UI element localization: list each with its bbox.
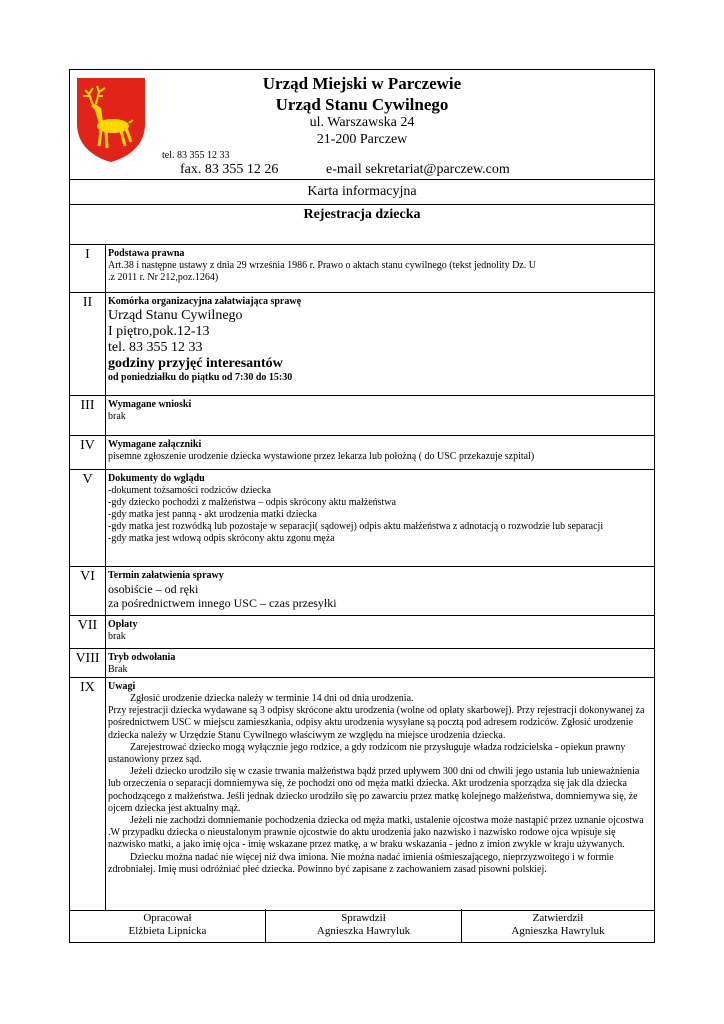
office-phone: tel. 83 355 12 33 [108, 340, 203, 355]
section-text: Brak [108, 664, 128, 675]
section-number: I [70, 245, 106, 292]
note-paragraph: Jeżeli dziecko urodziło się w czasie trwania małżeństwa bądź przed upływem 300 dni od chwili jego ustania lub unieważnienia lub orzeczenia o separacji domniemywa się, że pochodzi ono od męża matki dziecka. Akt urodzenia sporządza się jak dla dziecka pochodzącego z małżeństwa. Jeśli jednak dziecko urodziło się po zawarciu przez matkę kolejnego małżeństwa, domniemywa się, że ojcem dziecka jest aktualny mąż. [108, 766, 640, 814]
note-paragraph: Jeżeli nie zachodzi domniemanie pochodzenia dziecka od męża matki, ustalenie ojcostwa może nastąpić przez uznanie ojcostwa .W przypadku dziecka o nieustalonym prawnie ojcostwie do aktu urodzenia jako nazwisko i nazwisko rodowe ojca wpisuje się nazwisko matki, a jako imię ojca - imię wskazane przez matkę, a w braku wskazania - jedno z imion zwykle w kraju używanych. [108, 815, 644, 851]
section-number: VI [70, 567, 106, 615]
section-number: V [70, 470, 106, 566]
section-number: III [70, 396, 106, 435]
section-text-line: Art.38 i następne ustawy z dnia 29 września 1986 r. Prawo o aktach stanu cywilnego (tekst jednolity Dz. U [108, 260, 536, 271]
note-paragraph: Zgłosić urodzenie dziecka należy w terminie 14 dni od dnia urodzenia. [130, 693, 414, 704]
list-item: -gdy matka jest panną - akt urodzenia matki dziecka [108, 509, 317, 520]
list-item: -gdy matka jest wdową odpis skrócony aktu zgonu męża [108, 533, 335, 544]
document-title [70, 205, 654, 245]
section-text-line: osobiście – od ręki [108, 582, 199, 596]
office-room: I piętro,pok.12-13 [108, 324, 210, 339]
section-number: II [70, 293, 106, 395]
section-number: VIII [70, 649, 106, 677]
note-paragraph: Dziecku można nadać nie więcej niż dwa imiona. Nie można nadać imienia ośmieszającego, nieprzyzwoitego i w formie zdrobniałej. Imię musi odróżniać płeć dziecka. Powinno być zapisane z zachowaniem zasad pisowni polskiej. [108, 851, 614, 875]
section-processing-time [70, 567, 654, 616]
note-paragraph: Przy rejestracji dziecka wydawane są 3 odpisy skrócone aktu urodzenia (wolne od opłaty skarbowej). Przy rejestracji dokonywanej za pośrednictwem USC w miejscu zamieszkania, odpisy aktu urodzenia wysyłane są pocztą pod adresem rodziców. Zgłosić urodzenie dziecka należy w Urzędzie Stanu Cywilnego właściwym ze względu na miejsce urodzenia dziecka. [108, 705, 645, 741]
section-text: brak [108, 411, 126, 422]
section-text: brak [108, 631, 126, 642]
list-item: -dokument tożsamości rodziców dziecka [108, 485, 271, 496]
section-required-attachments [70, 436, 654, 470]
city-address: 21-200 Parczew [316, 132, 408, 147]
signature-person: Agnieszka Hawryluk [316, 925, 411, 937]
street-address: ul. Warszawska 24 [309, 115, 415, 130]
section-number: IV [70, 436, 106, 469]
signature-prepared [70, 909, 266, 942]
office-title: Urząd Miejski w Parczewie [262, 74, 462, 93]
registry-title: Urząd Stanu Cywilnego [275, 95, 449, 114]
signature-role: Zatwierdził [532, 912, 584, 924]
card-type: Karta informacyjna [70, 180, 654, 205]
list-item: -gdy matka jest rozwódką lub pozostaje w separacji( sądowej) odpis aktu małżeństwa z adnotacją o rozwodzie lub separacji [108, 521, 604, 532]
signature-role: Opracował [143, 912, 192, 924]
phone-number: tel. 83 355 12 33 [162, 150, 230, 161]
signatures [70, 909, 654, 942]
email-address: e-mail sekretariat@parczew.com [326, 162, 510, 177]
section-documents-to-show [70, 470, 654, 567]
signature-approved [462, 909, 654, 942]
fax-number: fax. 83 355 12 26 [180, 162, 279, 177]
section-label: Opłaty [108, 619, 138, 630]
signature-person: Agnieszka Hawryluk [511, 925, 605, 937]
header [70, 70, 654, 180]
office-hours: od poniedziałku do piątku od 7:30 do 15:30 [108, 372, 293, 383]
section-label: Uwagi [108, 681, 136, 692]
section-appeal-procedure [70, 649, 654, 678]
section-fees [70, 616, 654, 649]
section-notes [70, 678, 654, 911]
section-legal-basis [70, 245, 654, 293]
section-number: IX [70, 678, 106, 910]
document-title-text: Rejestracja dziecka [303, 207, 421, 222]
signature-person: Elżbieta Lipnicka [128, 925, 207, 937]
note-paragraph: Zarejestrować dziecko mogą wyłącznie jego rodzice, a gdy rodzicom nie przysługuje władza rodzicielska - opiekun prawny ustanowiony przez sąd. [108, 741, 626, 766]
office-hours-label: godziny przyjęć interesantów [108, 356, 283, 371]
section-text-line: .z 2011 r. Nr 212,poz.1264) [108, 272, 219, 283]
section-label: Komórka organizacyjna załatwiająca sprawę [108, 296, 302, 307]
section-label: Podstawa prawna [108, 248, 185, 259]
section-text: pisemne zgłoszenie urodzenie dziecka wystawione przez lekarza lub położną ( do USC przekazuje szpital) [108, 451, 535, 462]
section-label: Wymagane wnioski [108, 399, 192, 410]
section-label: Wymagane załączniki [108, 439, 202, 450]
info-card [69, 69, 655, 943]
section-required-forms [70, 396, 654, 436]
section-label: Termin załatwienia sprawy [108, 570, 224, 581]
section-organizational-unit [70, 293, 654, 396]
signature-role: Sprawdził [341, 912, 386, 924]
section-label: Dokumenty do wglądu [108, 473, 205, 484]
office-name: Urząd Stanu Cywilnego [108, 308, 243, 323]
section-text-line: za pośrednictwem innego USC – czas przesyłki [108, 596, 337, 610]
list-item: -gdy dziecko pochodzi z małżeństwa – odpis skrócony aktu małżeństwa [108, 497, 396, 508]
section-number: VII [70, 616, 106, 648]
section-label: Tryb odwołania [108, 652, 176, 663]
signature-checked [266, 909, 462, 942]
